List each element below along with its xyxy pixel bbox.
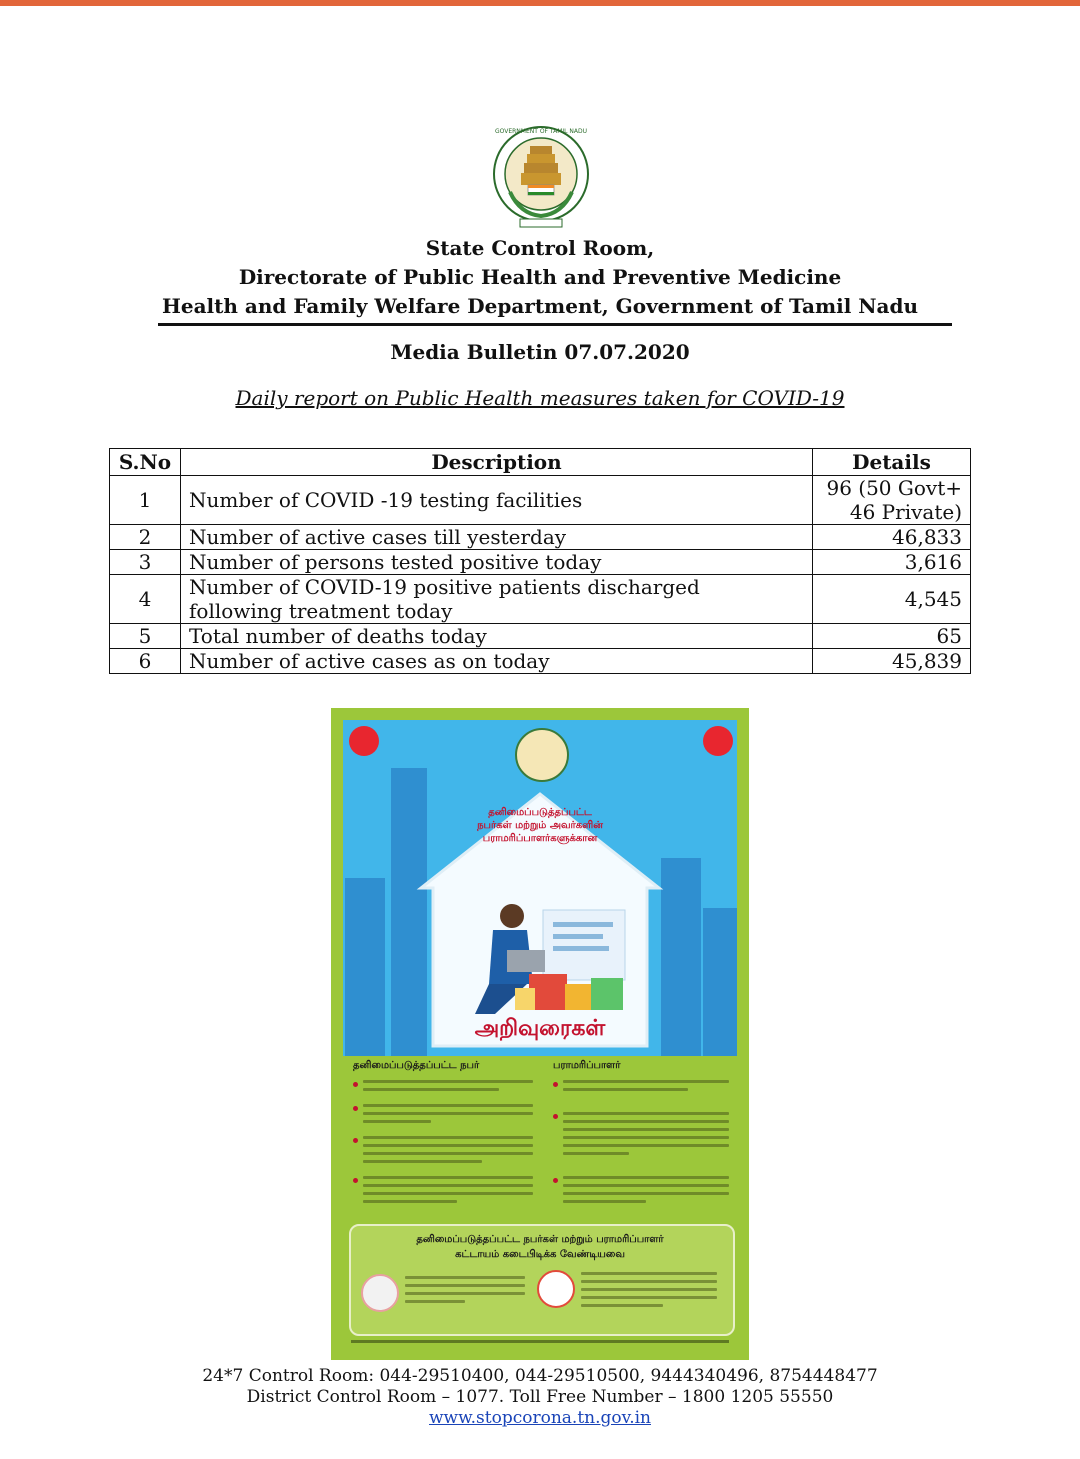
- cell-sno: 6: [110, 649, 181, 674]
- cell-details: [813, 476, 971, 525]
- header-line-2: Directorate of Public Health and Preventive Medicine: [238, 265, 842, 289]
- column-header-description: Description: [181, 449, 813, 476]
- cell-details: 46,833: [813, 525, 971, 550]
- poster-footer-line: [351, 1340, 729, 1343]
- poster-column-heading-caregiver: பராமரிப்பாளர்: [553, 1060, 621, 1071]
- poster-title: [451, 806, 629, 845]
- poster-advice-heading: அறிவுரைகள்: [474, 1016, 606, 1041]
- poster-title-line-3: பராமரிப்பாளர்களுக்கான: [482, 833, 598, 844]
- poster-text-block: [563, 1176, 729, 1208]
- table-header-row: [110, 449, 971, 476]
- city-building: [661, 858, 701, 1056]
- table-row: [110, 649, 971, 674]
- advisory-poster: [331, 708, 749, 1360]
- poster-title-line-2: நபர்கள் மற்றும் அவர்களின்: [477, 820, 603, 831]
- header-divider: [158, 323, 952, 326]
- poster-mandatory-heading: [361, 1232, 719, 1262]
- poster-mandatory-heading-line-1: தனிமைப்படுத்தப்பட்ட நபர்கள் மற்றும் பராமரிப்பாளர்: [416, 1234, 664, 1245]
- cell-description-line-1: Number of COVID-19 positive patients discharged: [189, 575, 700, 599]
- bulletin-title: Media Bulletin 07.07.2020: [390, 340, 690, 364]
- covid-report-table: [109, 448, 971, 674]
- poster-text-block: [405, 1276, 525, 1308]
- report-subtitle: [0, 386, 1080, 410]
- hygiene-icon: [361, 1274, 399, 1312]
- city-building: [703, 908, 737, 1056]
- poster-text-block: [563, 1112, 729, 1160]
- poster-text-block: [363, 1080, 533, 1096]
- header-line-3: Health and Family Welfare Department, Government of Tamil Nadu: [161, 294, 919, 318]
- cell-details-line-2: 46 Private): [849, 500, 962, 524]
- poster-mandatory-heading-line-2: கட்டாயம் கடைபிடிக்க வேண்டியவை: [455, 1249, 625, 1260]
- government-emblem-logo: [515, 728, 569, 782]
- table-row: [110, 525, 971, 550]
- bullet-icon: [353, 1106, 358, 1111]
- report-subtitle-text: Daily report on Public Health measures taken for COVID-19: [235, 386, 845, 410]
- cell-description: Total number of deaths today: [181, 624, 813, 649]
- bullet-icon: [353, 1178, 358, 1183]
- top-accent-bar: [0, 0, 1080, 6]
- bullet-icon: [353, 1138, 358, 1143]
- cell-sno: 4: [110, 575, 181, 624]
- cell-details-line-1: 96 (50 Govt+: [826, 476, 962, 500]
- poster-text-block: [581, 1272, 717, 1312]
- mask-icon: [537, 1270, 575, 1308]
- poster-text-block: [363, 1176, 533, 1208]
- cell-details: 3,616: [813, 550, 971, 575]
- bullet-icon: [353, 1082, 358, 1087]
- cell-details: 4,545: [813, 575, 971, 624]
- bullet-icon: [553, 1178, 558, 1183]
- emblem-text: GOVERNMENT OF TAMIL NADU: [494, 128, 588, 135]
- cell-sno: 3: [110, 550, 181, 575]
- cell-sno: 5: [110, 624, 181, 649]
- cell-description: Number of active cases till yesterday: [181, 525, 813, 550]
- tamil-nadu-emblem: [490, 122, 592, 232]
- city-building: [345, 878, 385, 1056]
- poster-text-block: [363, 1104, 533, 1128]
- cell-sno: 1: [110, 476, 181, 525]
- bullet-icon: [553, 1114, 558, 1119]
- table-row: [110, 550, 971, 575]
- cell-description: Number of COVID -19 testing facilities: [181, 476, 813, 525]
- table-row: [110, 575, 971, 624]
- bullet-icon: [553, 1082, 558, 1087]
- health-logo: [703, 726, 733, 756]
- column-header-details: Details: [813, 449, 971, 476]
- cell-description: [181, 575, 813, 624]
- cell-description: Number of active cases as on today: [181, 649, 813, 674]
- poster-text-block: [563, 1080, 729, 1096]
- stopcorona-link[interactable]: www.stopcorona.tn.gov.in: [429, 1408, 651, 1428]
- footer-control-room: 24*7 Control Room: 044-29510400, 044-29510500, 9444340496, 8754448477: [202, 1366, 878, 1386]
- poster-text-block: [363, 1136, 533, 1168]
- dph-logo: [349, 726, 379, 756]
- table-row: [110, 476, 971, 525]
- cell-details: 45,839: [813, 649, 971, 674]
- header-line-1: State Control Room,: [425, 236, 655, 260]
- footer-district-control-room: District Control Room – 1077. Toll Free Number – 1800 1205 55550: [246, 1387, 834, 1407]
- cell-description: Number of persons tested positive today: [181, 550, 813, 575]
- table-row: [110, 624, 971, 649]
- column-header-sno: S.No: [110, 449, 181, 476]
- cell-description-line-2: following treatment today: [189, 599, 453, 623]
- cell-details: 65: [813, 624, 971, 649]
- cell-sno: 2: [110, 525, 181, 550]
- footer-link-container: [0, 1408, 1080, 1428]
- poster-title-line-1: தனிமைப்படுத்தப்பட்ட: [488, 807, 592, 818]
- poster-column-heading-isolated-person: தனிமைப்படுத்தப்பட்ட நபர்: [353, 1060, 480, 1071]
